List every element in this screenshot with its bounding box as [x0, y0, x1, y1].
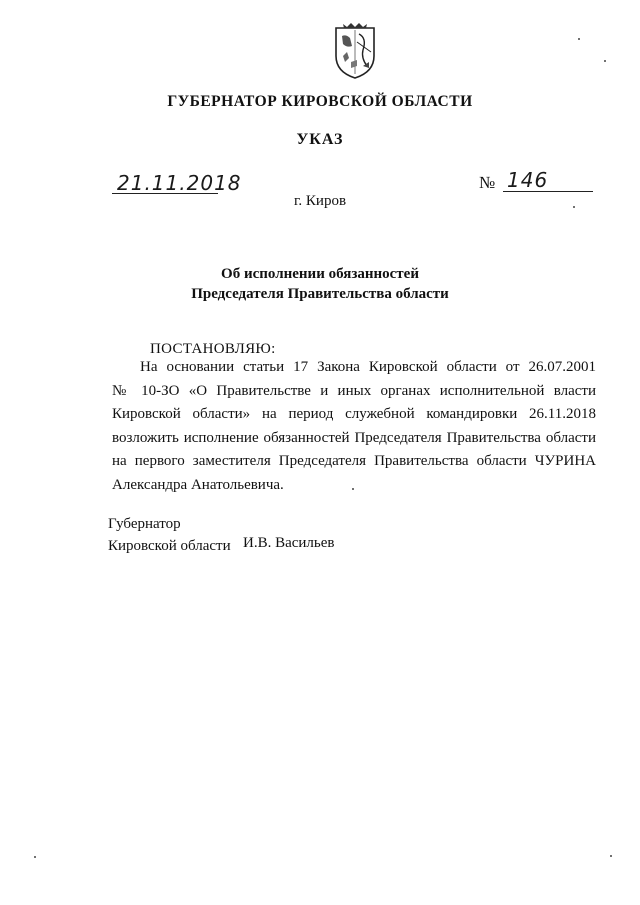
- scan-speck: [610, 855, 612, 857]
- title-line-2: Председателя Правительства области: [191, 286, 449, 302]
- handwritten-number: 146: [507, 168, 549, 192]
- scan-speck: [573, 206, 575, 208]
- document-title: [0, 264, 640, 304]
- body-line: возложить исполнение обязанностей Председателя Правительства области: [112, 429, 596, 446]
- number-underline: [503, 191, 593, 192]
- signatory-title: [108, 513, 231, 557]
- scan-speck: [352, 488, 354, 490]
- body-line: Кировской области» на период служебной командировки 26.11.2018: [112, 406, 596, 422]
- decree-word: ПОСТАНОВЛЯЮ:: [150, 341, 276, 357]
- handwritten-date: 21.11.2018: [117, 171, 242, 195]
- number-sign: №: [479, 173, 496, 192]
- document-type: УКАЗ: [296, 131, 344, 148]
- coat-of-arms-icon: [333, 22, 377, 80]
- scan-speck: [578, 38, 580, 40]
- document-body: [112, 356, 596, 497]
- city-label: г. Киров: [293, 193, 347, 209]
- body-line: На основании статьи 17 Закона Кировской области от 26.07.2001: [140, 359, 596, 375]
- scan-speck: [604, 60, 606, 62]
- body-line: № 10-ЗО «О Правительстве и иных органах исполнительной власти: [112, 382, 596, 399]
- signatory-region: Кировской области: [108, 538, 231, 554]
- body-line: на первого заместителя Председателя Правительства области ЧУРИНА: [112, 453, 596, 469]
- title-line-1: Об исполнении обязанностей: [221, 266, 419, 282]
- signatory-name: И.В. Васильев: [243, 535, 335, 551]
- scan-speck: [34, 856, 36, 858]
- signatory-position: Губернатор: [108, 516, 181, 532]
- body-line: Александра Анатольевича.: [112, 476, 284, 493]
- issuing-authority: ГУБЕРНАТОР КИРОВСКОЙ ОБЛАСТИ: [167, 93, 473, 110]
